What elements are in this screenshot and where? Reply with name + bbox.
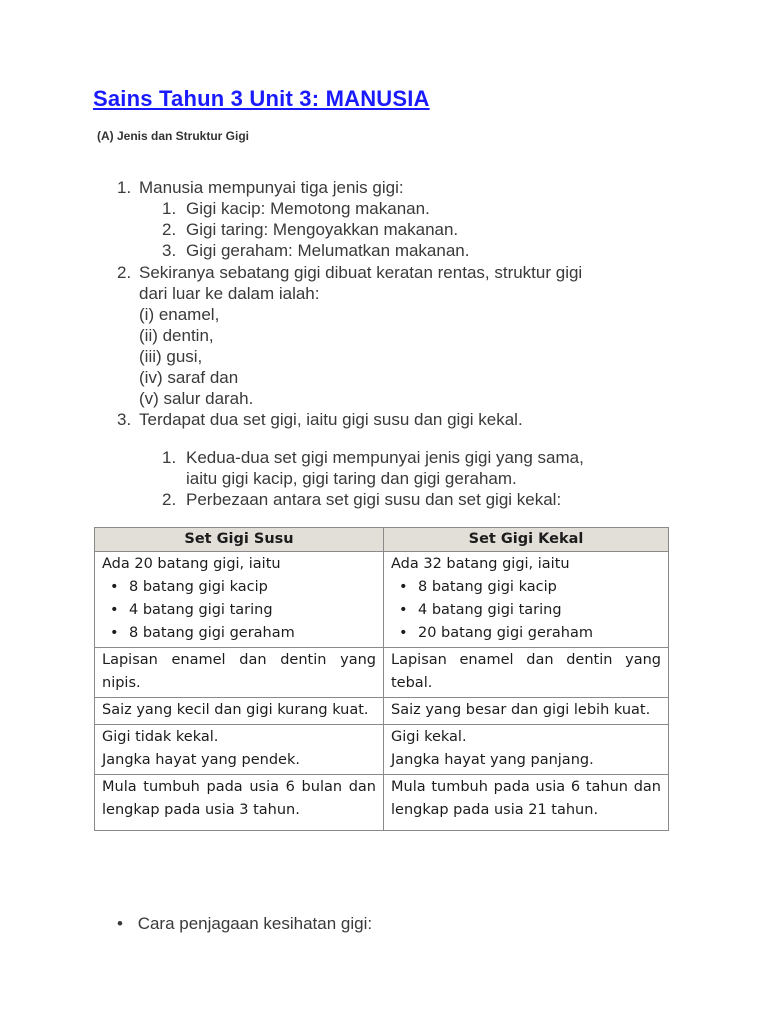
list-number-3: 3. bbox=[117, 410, 132, 429]
list-item: • 8 batang gigi geraham bbox=[102, 622, 376, 645]
cell-line: Gigi kekal. bbox=[391, 729, 467, 745]
structure-part: (iii) gusi, bbox=[139, 347, 203, 366]
structure-part: (i) enamel, bbox=[139, 305, 220, 324]
sub-item-differences: Perbezaan antara set gigi susu dan set gigi kekal: bbox=[186, 490, 562, 509]
cell-susu-size: Saiz yang kecil dan gigi kurang kuat. bbox=[95, 698, 384, 725]
footer-bullet-text: Cara penjagaan kesihatan gigi: bbox=[137, 914, 373, 933]
cell-susu-lifespan bbox=[95, 725, 384, 775]
cell-intro: Ada 32 batang gigi, iaitu bbox=[391, 556, 570, 572]
table-row bbox=[95, 698, 669, 725]
list-number-2: 2. bbox=[117, 263, 132, 282]
list-item: • 8 batang gigi kacip bbox=[391, 576, 661, 599]
list-item-2-line2: dari luar ke dalam ialah: bbox=[139, 284, 320, 303]
cell-susu-growth: Mula tumbuh pada usia 6 bulan dan lengkap pada usia 3 tahun. bbox=[95, 775, 384, 831]
sub-number: 1. bbox=[162, 199, 177, 218]
sub-item-taring: Gigi taring: Mengoyakkan makanan. bbox=[186, 220, 459, 239]
table-row bbox=[95, 775, 669, 831]
structure-part: (v) salur darah. bbox=[139, 389, 254, 408]
structure-part: (iv) saraf dan bbox=[139, 368, 239, 387]
cell-susu-enamel: Lapisan enamel dan dentin yang nipis. bbox=[95, 648, 384, 698]
table-row bbox=[95, 725, 669, 775]
cell-line: Gigi tidak kekal. bbox=[102, 729, 219, 745]
list-item-3: Terdapat dua set gigi, iaitu gigi susu dan gigi kekal. bbox=[139, 410, 523, 429]
page-title[interactable]: Sains Tahun 3 Unit 3: MANUSIA bbox=[93, 86, 430, 111]
cell-kekal-count bbox=[384, 552, 669, 648]
cell-kekal-lifespan bbox=[384, 725, 669, 775]
header-gigi-kekal: Set Gigi Kekal bbox=[384, 528, 669, 552]
sub-item-same-types-line1: Kedua-dua set gigi mempunyai jenis gigi yang sama, bbox=[186, 448, 584, 467]
structure-part: (ii) dentin, bbox=[139, 326, 214, 345]
cell-kekal-enamel: Lapisan enamel dan dentin yang tebal. bbox=[384, 648, 669, 698]
sub-number: 2. bbox=[162, 220, 177, 239]
footer-bullet-item bbox=[117, 914, 372, 934]
cell-line: Jangka hayat yang pendek. bbox=[102, 752, 300, 768]
list-item-2-line1: Sekiranya sebatang gigi dibuat keratan rentas, struktur gigi bbox=[139, 263, 583, 282]
list-number-1: 1. bbox=[117, 178, 132, 197]
cell-intro: Ada 20 batang gigi, iaitu bbox=[102, 556, 281, 572]
cell-susu-count bbox=[95, 552, 384, 648]
list-item: • 4 batang gigi taring bbox=[102, 599, 376, 622]
cell-kekal-growth: Mula tumbuh pada usia 6 tahun dan lengkap pada usia 21 tahun. bbox=[384, 775, 669, 831]
list-item: • 4 batang gigi taring bbox=[391, 599, 661, 622]
cell-kekal-size: Saiz yang besar dan gigi lebih kuat. bbox=[384, 698, 669, 725]
sub-item-kacip: Gigi kacip: Memotong makanan. bbox=[186, 199, 430, 218]
list-item: • 20 batang gigi geraham bbox=[391, 622, 661, 645]
table-header-row bbox=[95, 528, 669, 552]
section-subtitle: (A) Jenis dan Struktur Gigi bbox=[97, 129, 250, 143]
list-item-1: Manusia mempunyai tiga jenis gigi: bbox=[139, 178, 404, 197]
header-gigi-susu: Set Gigi Susu bbox=[95, 528, 384, 552]
table-row bbox=[95, 552, 669, 648]
sub-number: 1. bbox=[162, 448, 177, 467]
comparison-table bbox=[94, 527, 669, 831]
list-item: • 8 batang gigi kacip bbox=[102, 576, 376, 599]
sub-number: 2. bbox=[162, 490, 177, 509]
sub-item-same-types-line2: iaitu gigi kacip, gigi taring dan gigi geraham. bbox=[186, 469, 517, 488]
sub-item-geraham: Gigi geraham: Melumatkan makanan. bbox=[186, 241, 470, 260]
table-row bbox=[95, 648, 669, 698]
bullet-icon: • bbox=[117, 914, 123, 933]
sub-number: 3. bbox=[162, 241, 177, 260]
cell-line: Jangka hayat yang panjang. bbox=[391, 752, 594, 768]
